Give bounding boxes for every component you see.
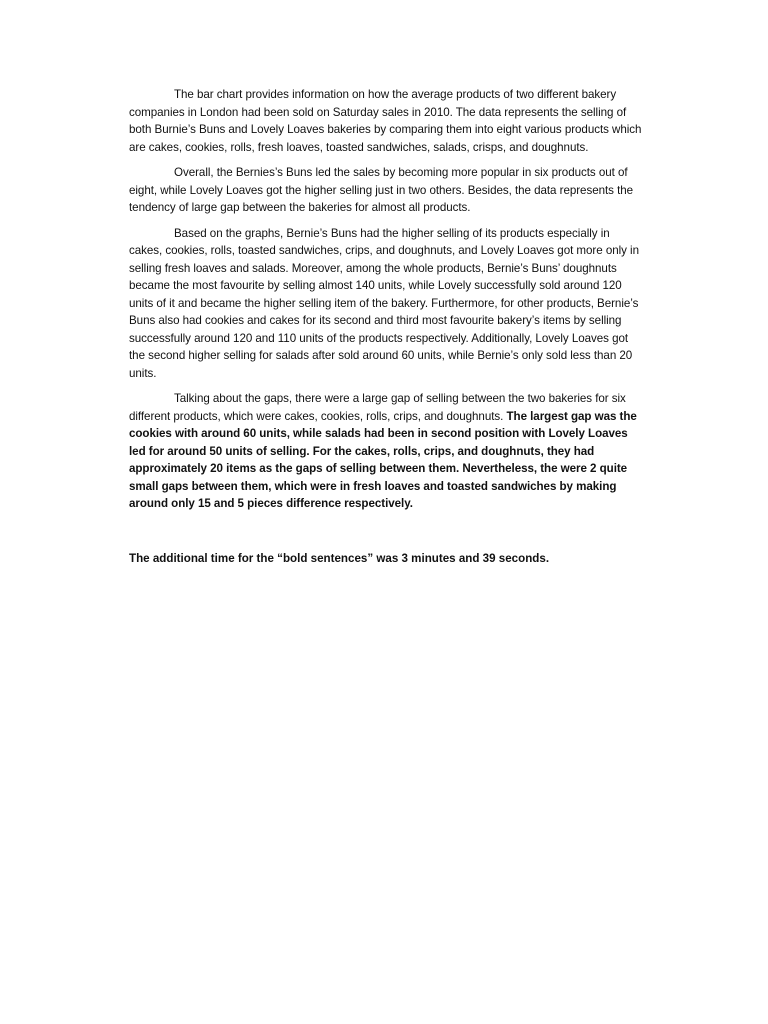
paragraph-gaps-bold: The largest gap was the cookies with around 60 units, while salads had been in second position with Lovely Loaves led for around 50 units of selling. For the cakes, rolls, crips, and doughnuts, they had approximately 20 items as the gaps of selling between them. Nevertheless, the were 2 quite small gaps between them, which were in fresh loaves and toasted sandwiches by making around only 15 and 5 pieces difference respectively. xyxy=(129,409,637,510)
paragraph-intro: The bar chart provides information on how the average products of two different bakery companies in London had been sold on Saturday sales in 2010. The data represents the selling of both Burnie’s Buns and Lovely Loaves bakeries by comparing them into eight various products which are cakes, cookies, rolls, fresh loaves, toasted sandwiches, salads, crisps, and doughnuts. xyxy=(129,88,642,154)
paragraph-gaps xyxy=(129,390,644,513)
timing-note: The additional time for the “bold sentences” was 3 minutes and 39 seconds. xyxy=(129,551,550,565)
paragraph-gaps-normal: Talking about the gaps, there were a large gap of selling between the two bakeries for six different products, which were cakes, cookies, rolls, crips, and doughnuts. xyxy=(129,392,626,423)
paragraph-details: Based on the graphs, Bernie’s Buns had the higher selling of its products especially in cakes, cookies, rolls, toasted sandwiches, crips, and doughnuts, and Lovely Loaves got more only in selling fresh loaves and salads. Moreover, among the whole products, Bernie’s Buns’ doughnuts became the most favourite by selling almost 140 units, while Lovely successfully sold around 120 units of it and became the higher selling item of the bakery. Furthermore, for other products, Bernie’s Buns also had cookies and cakes for its second and third most favourite bakery’s items by selling successfully around 120 and 110 units of the products respectively. Additionally, Lovely Loaves got the second higher selling for salads after sold around 60 units, while Bernie’s only sold less than 20 units. xyxy=(129,226,639,380)
paragraph-overview: Overall, the Bernies’s Buns led the sales by becoming more popular in six products out of eight, while Lovely Loaves got the higher selling just in two others. Besides, the data represents the tendency of large gap between the bakeries for almost all products. xyxy=(129,166,634,214)
document-body xyxy=(129,86,644,567)
